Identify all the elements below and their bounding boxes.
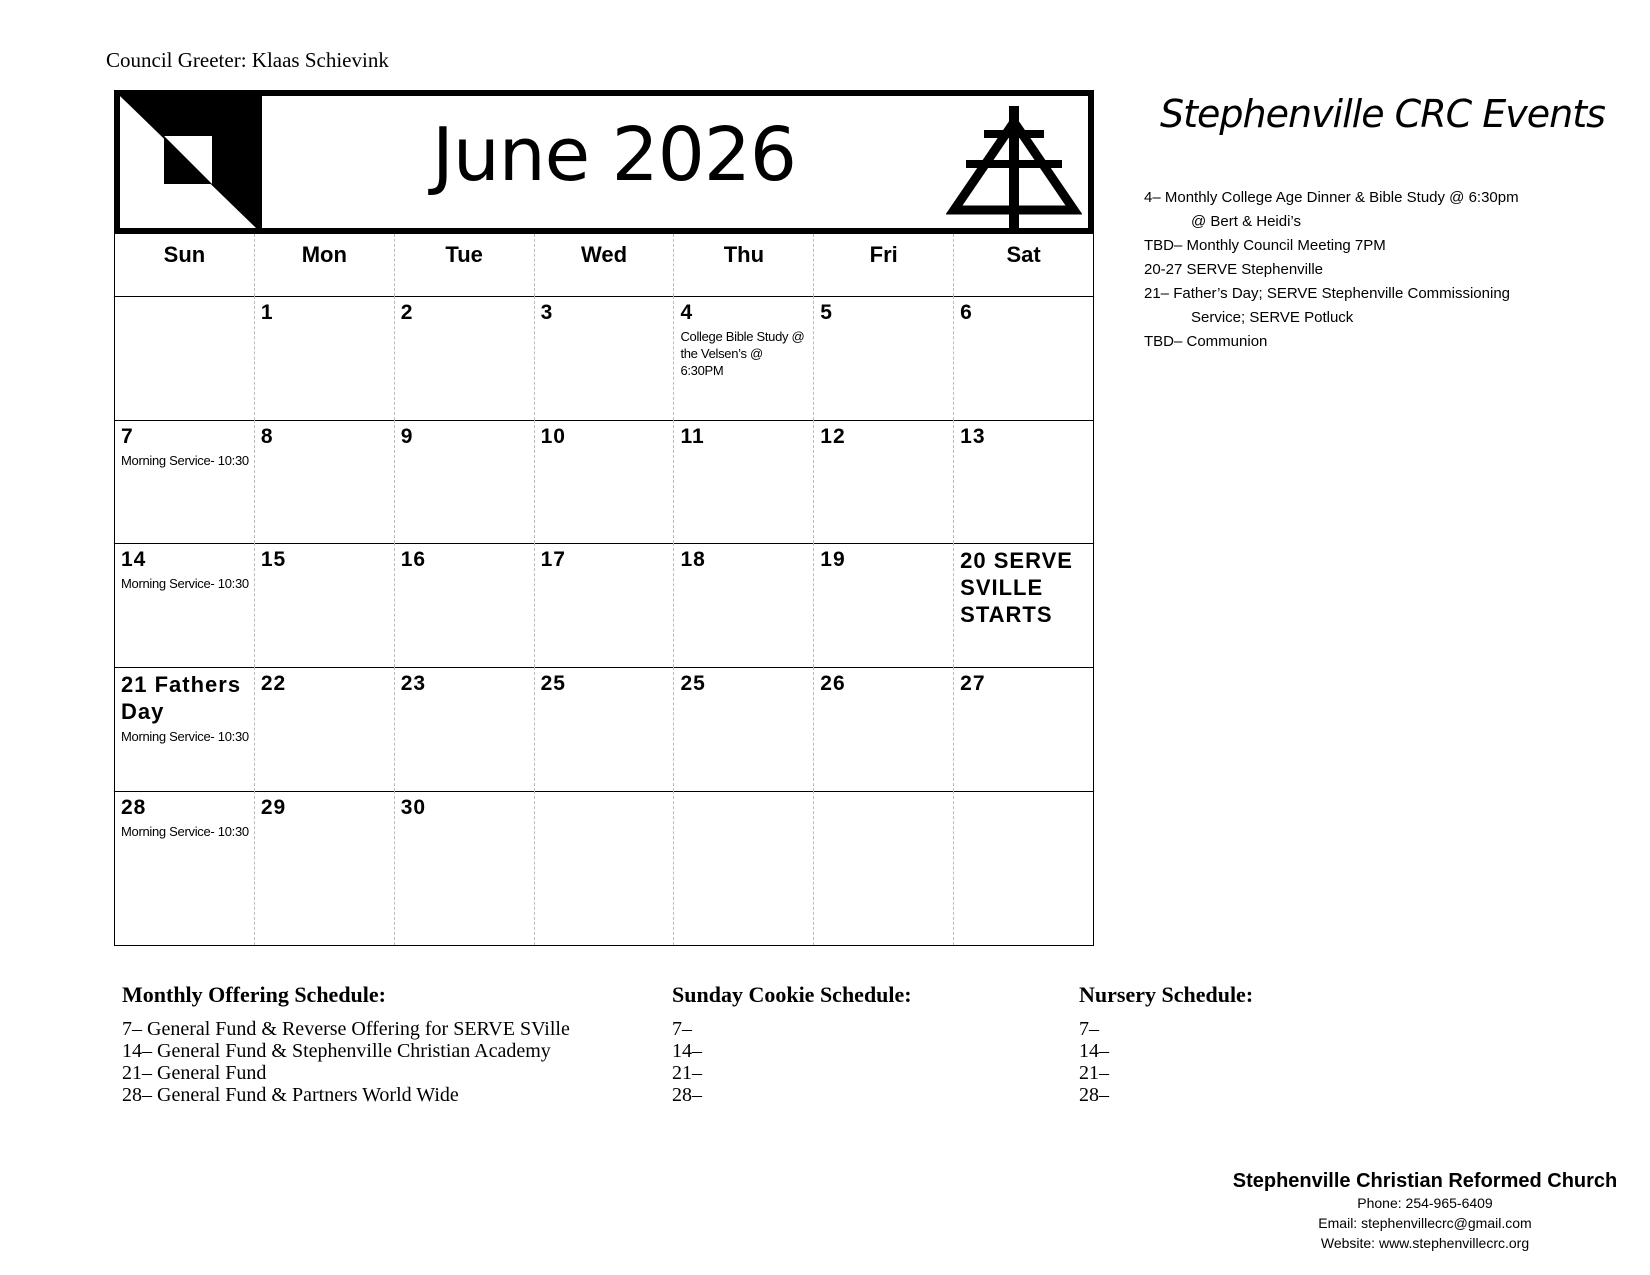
council-greeter: Council Greeter: Klaas Schievink [106, 48, 389, 72]
day-number: 20 SERVE SVILLE STARTS [960, 548, 1073, 627]
day-number: 3 [540, 301, 554, 324]
calendar-grid [114, 234, 1094, 946]
day-name-tue: Tue [395, 234, 535, 296]
day-cell [674, 791, 814, 945]
event-main-text: 21– Father’s Day; SERVE Stephenville Commissioning [1144, 285, 1511, 302]
nursery-line: 14– [1079, 1040, 1109, 1062]
cookie-title: Sunday Cookie Schedule: [672, 982, 912, 1007]
day-name-fri: Fri [814, 234, 954, 296]
day-cell [674, 543, 814, 667]
day-name-wed: Wed [535, 234, 675, 296]
day-cell [255, 667, 395, 791]
offering-line: 14– General Fund & Stephenville Christian Academy [122, 1040, 551, 1062]
offering-line: 28– General Fund & Partners World Wide [122, 1084, 459, 1106]
cookie-line: 7– [672, 1018, 692, 1040]
church-footer [1220, 1170, 1630, 1253]
day-cell [814, 296, 954, 420]
day-name-thu: Thu [674, 234, 814, 296]
offering-line: 21– General Fund [122, 1062, 267, 1084]
day-cell [115, 543, 255, 667]
day-number: 16 [400, 548, 427, 571]
cookie-line: 28– [672, 1084, 702, 1106]
day-cell [115, 791, 255, 945]
event-item [1144, 186, 1564, 234]
quilt-block-logo-icon [120, 96, 262, 228]
day-event: Morning Service- 10:30 [121, 729, 249, 744]
event-item [1144, 282, 1564, 330]
day-event: Morning Service- 10:30 [121, 576, 249, 591]
day-number: 13 [960, 425, 986, 448]
day-number: 11 [680, 425, 705, 448]
day-cell [814, 420, 954, 543]
day-number: 2 [400, 301, 414, 324]
event-item [1144, 234, 1564, 258]
calendar-title: June 2026 [432, 112, 796, 198]
offering-title: Monthly Offering Schedule: [122, 982, 386, 1007]
day-cell [814, 791, 954, 945]
day-name-mon: Mon [255, 234, 395, 296]
event-main-text: 4– Monthly College Age Dinner & Bible Study @ 6:30pm [1144, 189, 1519, 206]
day-cell [395, 543, 535, 667]
day-cell [255, 791, 395, 945]
church-website[interactable]: Website: www.stephenvillecrc.org [1320, 1235, 1530, 1251]
day-number: 25 [540, 672, 566, 695]
day-number: 28 [121, 796, 147, 819]
day-number: 5 [820, 301, 833, 324]
event-sub-text: @ Bert & Heidi’s [1191, 213, 1301, 230]
calendar-header [114, 90, 1094, 234]
offering-line: 7– General Fund & Reverse Offering for SERVE SVille [122, 1018, 570, 1040]
day-cell [674, 296, 814, 420]
church-phone: Phone: 254-965-6409 [1357, 1195, 1493, 1211]
day-cell [954, 296, 1093, 420]
day-name-sat: Sat [1006, 242, 1041, 267]
event-sub-text: Service; SERVE Potluck [1191, 309, 1354, 326]
event-main-text: TBD– Monthly Council Meeting 7PM [1144, 237, 1386, 254]
day-cell [255, 420, 395, 543]
day-number: 26 [820, 672, 846, 695]
day-cell [814, 543, 954, 667]
day-cell [535, 791, 675, 945]
church-name: Stephenville Christian Reformed Church [1232, 1170, 1618, 1192]
day-number: 18 [680, 548, 706, 571]
day-number: 9 [400, 425, 414, 448]
day-names-row [115, 234, 1093, 297]
day-number: 17 [540, 548, 566, 571]
day-number: 14 [121, 548, 147, 571]
day-number: 27 [960, 672, 986, 695]
event-item [1144, 330, 1564, 354]
events-title: Stephenville CRC Events [1160, 92, 1605, 136]
day-cell [954, 667, 1093, 791]
day-event: College Bible Study @ the Velsen’s @ 6:30PM [680, 329, 805, 378]
day-number: 22 [260, 672, 287, 695]
day-name-sun: Sun [115, 234, 255, 296]
event-item [1144, 258, 1564, 282]
day-number: 25 [680, 672, 706, 695]
calendar-week-row [115, 543, 1093, 668]
event-main-text: 20-27 SERVE Stephenville [1144, 261, 1324, 278]
day-number: 29 [260, 796, 287, 819]
day-number: 30 [400, 796, 427, 819]
day-cell [255, 543, 395, 667]
day-cell [395, 420, 535, 543]
day-cell [115, 296, 255, 420]
day-cell [954, 420, 1093, 543]
day-number: 23 [400, 672, 427, 695]
day-cell [954, 791, 1093, 945]
day-number: 7 [121, 425, 134, 448]
day-number: 15 [260, 548, 287, 571]
calendar-week-row [115, 420, 1093, 544]
day-number: 1 [260, 301, 274, 324]
cookie-schedule [672, 982, 912, 1106]
day-cell [814, 667, 954, 791]
day-number: 21 Fathers Day [121, 672, 242, 724]
day-event: Morning Service- 10:30 [121, 824, 249, 839]
day-cell [255, 296, 395, 420]
calendar-week-row [115, 296, 1093, 421]
day-cell [395, 667, 535, 791]
cookie-line: 14– [672, 1040, 702, 1062]
day-cell [535, 667, 675, 791]
day-cell [535, 296, 675, 420]
nursery-line: 7– [1079, 1018, 1099, 1040]
day-number: 4 [680, 301, 694, 324]
offering-schedule [122, 982, 570, 1106]
day-cell [674, 420, 814, 543]
day-cell [115, 667, 255, 791]
event-main-text: TBD– Communion [1144, 333, 1268, 350]
cookie-line: 21– [672, 1062, 702, 1084]
nursery-line: 28– [1079, 1084, 1109, 1106]
day-number: 10 [540, 425, 566, 448]
nursery-schedule [1079, 982, 1253, 1106]
day-cell [535, 420, 675, 543]
day-cell [954, 543, 1093, 667]
day-number: 12 [820, 425, 846, 448]
calendar-week-row [115, 791, 1093, 945]
day-cell [115, 420, 255, 543]
day-cell [395, 296, 535, 420]
day-number: 19 [820, 548, 846, 571]
day-cell [395, 791, 535, 945]
church-email[interactable]: Email: stephenvillecrc@gmail.com [1318, 1215, 1532, 1231]
day-number: 8 [260, 425, 274, 448]
day-number: 6 [960, 301, 973, 324]
calendar-week-row [115, 667, 1093, 792]
events-list [1144, 186, 1564, 354]
crc-cross-logo-icon [946, 100, 1082, 228]
day-event: Morning Service- 10:30 [121, 453, 249, 468]
day-cell [535, 543, 675, 667]
nursery-line: 21– [1079, 1062, 1109, 1084]
day-cell [674, 667, 814, 791]
nursery-title: Nursery Schedule: [1079, 982, 1254, 1007]
